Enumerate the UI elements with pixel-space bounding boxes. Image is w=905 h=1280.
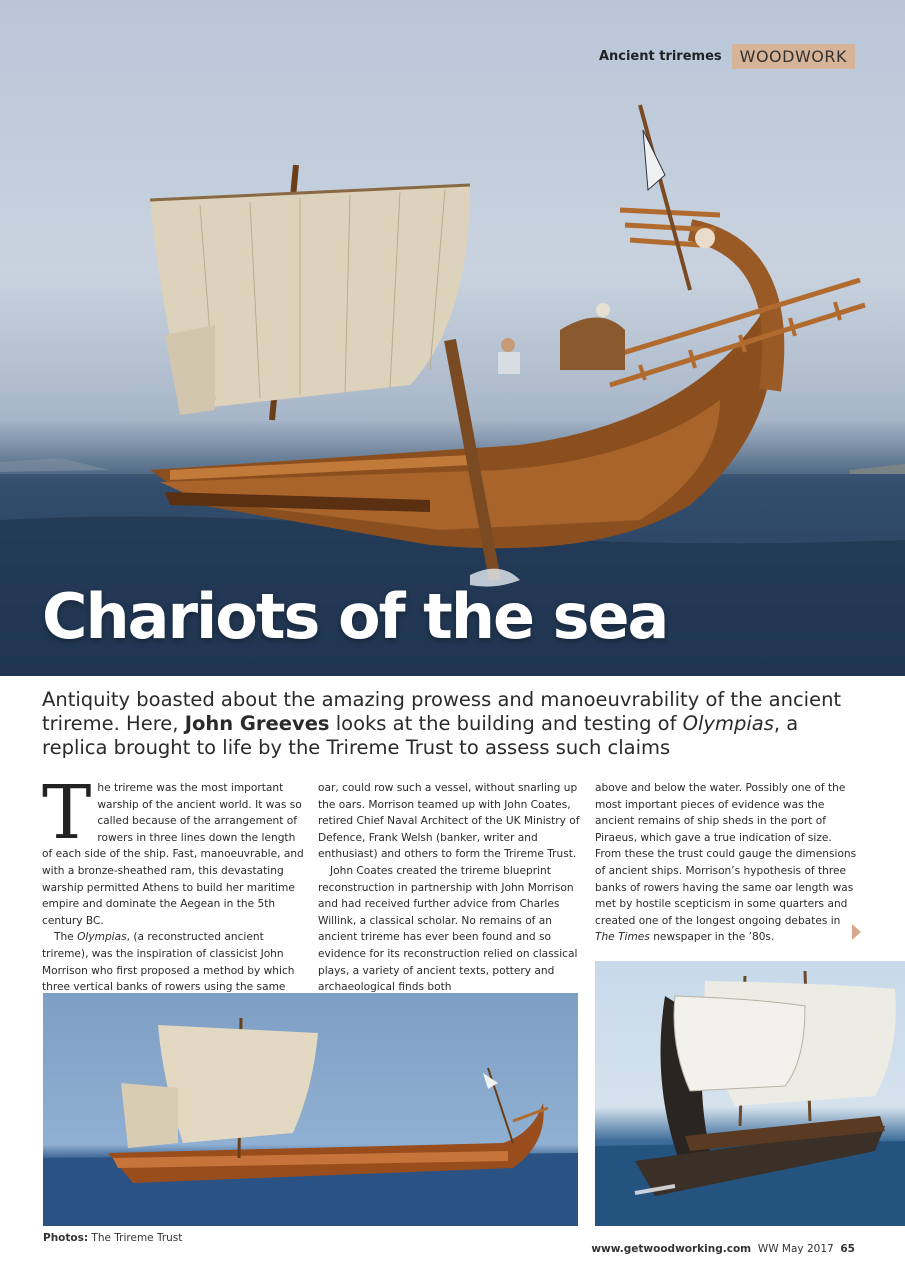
section-name: Ancient triremes [598, 49, 722, 64]
continue-arrow-icon [852, 924, 861, 940]
paragraph-2-continued: oar, could row such a vessel, without snarling up the oars. Morrison teamed up with John Coates, retired Chief Naval Architect of the UK Ministry of Defence, Frank Welsh (banker, writer and enthusiast) and others to form the Trireme Trust. [318, 782, 580, 861]
photo-caption [43, 1232, 182, 1244]
standfirst-text-2: looks at the building and testing of [329, 712, 683, 735]
ship-name: Olympias [682, 712, 774, 735]
body-column-1 [42, 770, 304, 1012]
trireme-side-illustration [43, 993, 578, 1226]
body-column-2 [318, 780, 580, 996]
paragraph-2-ship: Olympias [77, 931, 127, 944]
newspaper-name: The Times [595, 931, 650, 944]
trireme-bow-photo [595, 961, 905, 1226]
footer-issue: WW May 2017 [757, 1243, 834, 1255]
standfirst-text-3: , a replica brought to life by the Trireme Trust to assess such claims [42, 712, 799, 759]
standfirst-text-1: Antiquity boasted about the amazing prowess and manoeuvrability of the ancient trireme. Here, [42, 688, 842, 735]
paragraph-2-start: The [54, 931, 78, 944]
paragraph-1 [42, 770, 304, 929]
paragraph-1-text: he trireme was the most important warship of the ancient world. It was so called because of the arrangement of rowers in three lines down the length of each side of the ship. Fast, manoeuvrable, and with a bronze-sheathed ram, this devastating warship permitted Athens to build her maritime empire and dominate the Aegean in the 5th century BC. [42, 782, 304, 927]
section-header [599, 44, 855, 69]
article-title: Chariots of the sea [42, 580, 668, 653]
category-badge: WOODWORK [732, 44, 855, 69]
drop-cap: T [42, 770, 92, 856]
body-column-3 [595, 780, 857, 946]
trireme-bow-illustration [595, 961, 905, 1226]
caption-credit: The Trireme Trust [91, 1232, 183, 1244]
paragraph-3-continued: above and below the water. Possibly one of the most important pieces of evidence was the ancient remains of ship sheds in the port of Piraeus, which gave a true indication of size. From these the trust could gauge the dimensions of ancient ships. Morrison’s hypothesis of three banks of rowers having the same oar length was met by hostile scepticism in some quarters and created one of the longest ongoing debates in The Times newspaper in the ’80s. [595, 782, 857, 944]
footer-website[interactable]: www.getwoodworking.com [591, 1243, 752, 1255]
paragraph-2-text: , (a reconstructed ancient trireme), was the inspiration of classicist John Morrison who first proposed a method by which three vertical banks of rowers using the same [42, 931, 295, 994]
paragraph-3: John Coates created the trireme blueprint reconstruction in partnership with John Morrison and had received further advice from Charles Willink, a classical scholar. No remains of an ancient trireme has ever been found and so evidence for its reconstruction relied on classical plays, a variety of ancient texts, pottery and archaeological finds both [318, 864, 578, 994]
standfirst [42, 688, 862, 760]
trireme-side-photo [43, 993, 578, 1226]
page-number: 65 [840, 1243, 855, 1255]
caption-label: Photos: [43, 1232, 89, 1244]
author-name: John Greeves [184, 712, 330, 735]
paragraph-3-end: newspaper in the ’80s. [649, 931, 775, 944]
page-footer [591, 1243, 855, 1255]
